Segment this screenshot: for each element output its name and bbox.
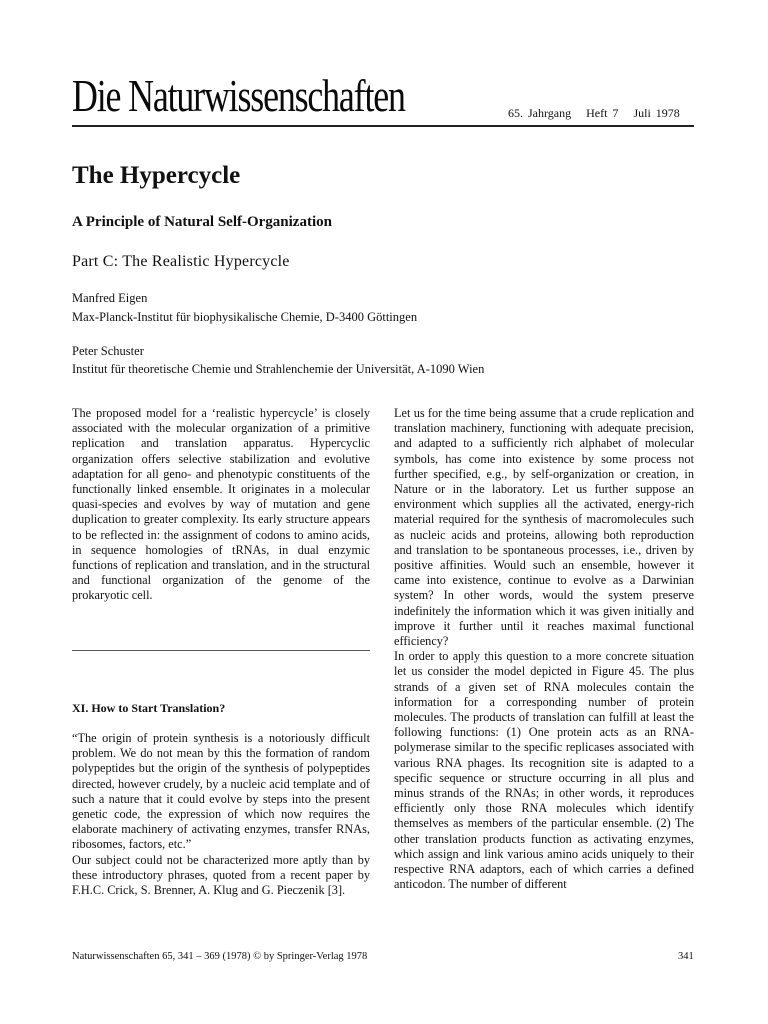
footer-citation: Naturwissenschaften 65, 341 – 369 (1978) © by Springer-Verlag 1978 [72, 951, 368, 962]
article-subtitle: A Principle of Natural Self-Organization [72, 214, 332, 230]
section-divider [72, 650, 370, 651]
right-column [394, 406, 694, 893]
section-heading: XI. How to Start Translation? [72, 701, 226, 715]
issue-label: Heft 7 [586, 106, 619, 120]
body-paragraph: “The origin of protein synthesis is a notoriously difficult problem. We do not mean by this the formation of random polypeptides but the origin of the synthesis of polypeptides directed, however crudely, by a nucleic acid template and of such a nature that it could evolve by steps into the present genetic code, the expression of which now requires the elaborate machinery of activating enzymes, transfer RNAs, ribosomes, factors, etc.” [72, 731, 370, 852]
author-affiliation: Institut für theoretische Chemie und Strahlenchemie der Universität, A-1090 Wien [72, 362, 485, 376]
body-paragraph: Let us for the time being assume that a crude replication and translation machinery, functioning with adequate precision, and adapted to a sufficiently rich alphabet of molecular symbols, has come into existence by some process not further specified, e.g., by self-organization or creation, in Nature or in the laboratory. Let us further suppose an environment which supplies all the activated, energy-rich material required for the synthesis of macromolecules such as nucleic acids and proteins, allowing both reproduction and translation to be spontaneous processes, i.e., driven by positive affinities. Would such an ensemble, however it came into existence, continue to evolve as a Darwinian system? In other words, would the system preserve indefinitely the information which it was given initially and improve it further until it reaches maximal functional efficiency? [394, 406, 694, 649]
body-paragraph: In order to apply this question to a more concrete situation let us consider the model depicted in Figure 45. The plus strands of a given set of RNA molecules contain the information for a corresponding number of protein molecules. The products of translation can fulfill at least the following functions: (1) One protein acts as an RNA-polymerase similar to the specific replicases associated with various RNA phages. Its recognition site is adapted to a specific sequence or structure occurring in all plus and minus strands of the RNAs; in other words, it reproduces efficiently only those RNA molecules which identify themselves as members of the particular ensemble. (2) The other translation products function as activating enzymes, which assign and link various amino acids uniquely to their respective RNA adaptors, each of which carries a defined anticodon. The number of different [394, 649, 694, 892]
abstract-text: The proposed model for a ‘realistic hypercycle’ is closely associated with the molecular organization of a primitive replication and translation apparatus. Hypercyclic organization offers selective stabilization and evolutive adaptation for all geno- and phenotypic constituents of the functionally linked ensemble. It originates in a molecular quasi-species and evolves by way of mutation and gene duplication to greater complexity. Its early structure appears to be reflected in: the assignment of codons to amino acids, in sequence homologies of tRNAs, in dual enzymic functions of replication and translation, and in the structural and functional organization of the genome of the prokaryotic cell. [72, 406, 370, 603]
author-name: Manfred Eigen [72, 291, 148, 305]
article-part: Part C: The Realistic Hypercycle [72, 253, 290, 270]
page-number: 341 [678, 951, 694, 962]
issue-info [508, 106, 680, 121]
author-name: Peter Schuster [72, 344, 144, 358]
masthead-rule [72, 125, 694, 127]
volume-label: 65. Jahrgang [508, 106, 572, 120]
section-body [72, 731, 370, 898]
article-title: The Hypercycle [72, 162, 241, 189]
journal-masthead: Die Naturwissenschaften [72, 70, 405, 121]
author-affiliation: Max-Planck-Institut für biophysikalische Chemie, D-3400 Göttingen [72, 310, 418, 324]
date-label: Juli 1978 [633, 106, 680, 120]
abstract [72, 406, 370, 604]
body-paragraph: Our subject could not be characterized more aptly than by these introductory phrases, quoted from a recent paper by F.H.C. Crick, S. Brenner, A. Klug and G. Pieczenik [3]. [72, 852, 370, 898]
